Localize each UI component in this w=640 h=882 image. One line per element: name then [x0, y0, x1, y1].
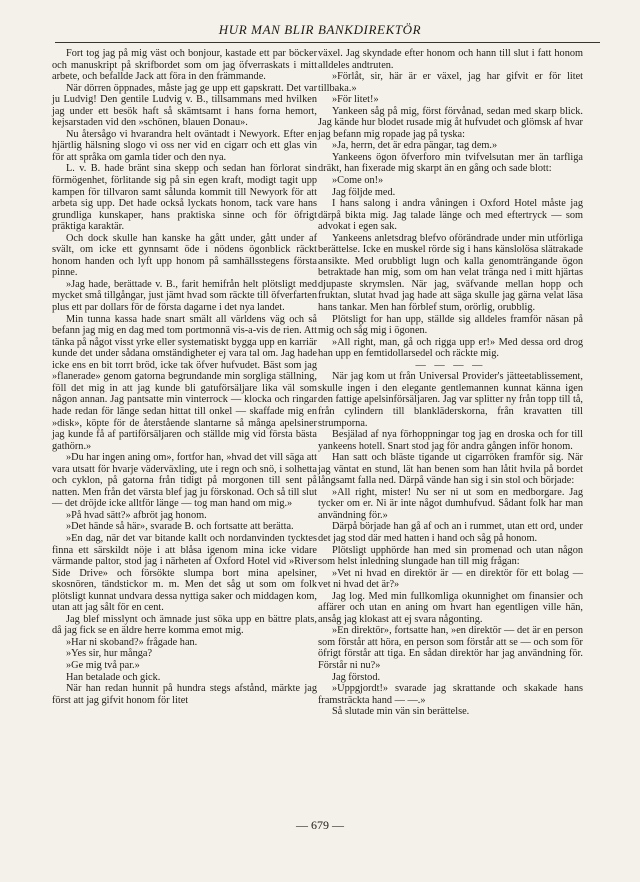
- paragraph: Så slutade min vän sin berättelse.: [332, 706, 470, 718]
- paragraph: Plötsligt for han upp, ställde sig alldeles framför näsan på mig och såg mig i ögonen.: [318, 313, 583, 337]
- paragraph: Han betalade och gick.: [66, 671, 161, 683]
- paragraph: »En direktör», fortsatte han, »en direktör — det är en person som förstår att höra, en person som förstår att se — och som för öfrigt förstår att tiga. En sådan direktör har jag användning för. Förstår ni nu?»: [318, 625, 583, 671]
- paragraph: När dörren öppnades, måste jag ge upp ett gapskratt. Det var ju Ludvig! Den gentile Ludvig v. B., tillsammans med hvilken jag under ett besök haft så skämtsamt i hans forna hemort, kejsarstaden vid den »schönen, blauen Donau».: [52, 82, 317, 129]
- paragraph: »På hvad sätt?» afbröt jag honom.: [66, 509, 207, 521]
- paragraph: »Du har ingen aning om», fortfor han, »hvad det vill säga att vara utsatt för hvarje väderväxling, ute i regn och snö, i solhetta och cyklon, på gatorna från tidigt på morgonen till sent på natten. Men från det värsta blef jag ju förskonad. Och så till slut — det dröjde icke alltför länge — tog man hand om mig.»: [52, 452, 317, 510]
- running-header: HUR MAN BLIR BANKDIREKTÖR: [218, 22, 422, 37]
- paragraph: »Har ni skoband?» frågade han.: [66, 636, 198, 648]
- paragraph: »Förlåt, sir, här är er växel, jag har gifvit er för litet tillbaka.»: [318, 71, 583, 94]
- paragraph: Jag blef misslynt och ämnade just söka upp en bättre plats, då jag fick se en äldre herre komma emot mig.: [52, 613, 317, 637]
- paragraph: Fort tog jag på mig väst och bonjour, kastade ett par böcker och manuskript på skrifbordet som om jag öfverraskats i mitt arbete, och befallde Jack att föra in den främmande.: [52, 48, 317, 83]
- paragraph: Yankeens anletsdrag blefvo oförändrade under min utförliga berättelse. Icke en muskel rörde sig i hans känslolösa slätrakade ansikte. Med orubbligt lugn och kalla genomträngande ögon betraktade han mig, som om han velat tränga ned i mitt hjärtas djupaste skrymslen. När jag, sväfvande mellan hopp och fruktan, slutat hvad jag hade att säga skulle jag gärna velat läsa hans tankar. Men han förblef stum, orörlig, orubblig.: [318, 232, 583, 314]
- paragraph: »Come on!»: [332, 175, 384, 187]
- paragraph: L. v. B. hade bränt sina skepp och sedan han förlorat sin förmögenhet, förlitande sig på sin egen kraft, modigt tagit upp kampen för tillvaron samt sålunda kommit till Newyork för att arbeta sig upp. Det hade också lyckats honom, tack vare hans grundliga kunskaper, hans praktiska sinne och för öfrigt präktiga karaktär.: [52, 163, 317, 233]
- paragraph: Nu återsågo vi hvarandra helt oväntadt i Newyork. Efter en hjärtlig hälsning slogo vi oss ner vid en cigarr och ett glas vin för att språka om gamla tider och den nya.: [52, 128, 317, 163]
- paragraph: Jag följde med.: [332, 186, 396, 198]
- section-break: — — — —: [415, 359, 486, 371]
- paragraph: Yankeens ögon öfverforo min tvifvelsutan mer än tarfliga dräkt, han fixerade mig skarpt än en gång och sade blott:: [318, 151, 583, 175]
- paragraph: Han satt och bläste tigande ut cigarröken framför sig. När jag väntat en stund, lät han benen som han låtit hvila på bordet långsamt falla ned. Därpå vände han sig i sin stol och började:: [318, 452, 583, 487]
- paragraph: Och dock skulle han kanske ha gått under, gått under af svält, om icke ett gynnsamt öde i nödens ögonblick räckt honom handen och lyft upp honom på samhällsstegens första pinne.: [52, 232, 317, 279]
- paragraph: Min tunna kassa hade snart smält all världens väg och så befann jag mig en dag med tom portmonnä vis-a-vis de rien. Att tänka på något visst yrke eller systematiskt bygga upp en karriär kunde det under sådana omständigheter ej vara tal om. Jag hade icke ens en bit torrt bröd, icke tak öfver hufvudet. Bäst som jag »flanerade» genom gatorna begrundande min sorgliga ställning, föll det mig in att jag kunde bli gatuförsäljare lika väl som någon annan. Jag pantsatte min vinterrock — klocka och ringar hade redan för länge sedan hittat till onkel — skaffade mig en »disk», köpte för de återstående slantarne så många apelsiner jag kunde få af partiförsäljaren och ställde mig vid första bästa gathörn.»: [52, 313, 317, 452]
- paragraph: »Det hände så här», svarade B. och fortsatte att berätta.: [66, 521, 294, 533]
- paragraph: växel. Jag skyndade efter honom och hann till slut i fatt honom alldeles andtruten.: [318, 48, 583, 71]
- paragraph: Plötsligt upphörde han med sin promenad och utan någon som helst inledning slungade han till mig frågan:: [318, 544, 583, 568]
- paragraph: »Ge mig två par.»: [66, 659, 140, 671]
- left-column: [52, 48, 317, 706]
- paragraph: Jag förstod.: [332, 671, 381, 683]
- paragraph: Yankeen såg på mig, först förvånad, sedan med skarp blick. Jag kände hur blodet rusade mig åt hufvudet och glömsk af hvar jag befann mig ropade jag på tyska:: [318, 105, 583, 140]
- paragraph: »Uppgjordt!» svarade jag skrattande och skakade hans framsträckta hand — —.»: [318, 683, 583, 706]
- paragraph: »Jag hade, berättade v. B., farit hemifrån helt plötsligt med mycket små tillgångar, just jämt hvad som räckte till öfverfarten plus ett par dollars för de första dagarne i det nya landet.: [52, 278, 317, 314]
- paragraph: När han redan hunnit på hundra stegs afstånd, märkte jag först att jag gifvit honom för litet: [52, 683, 317, 706]
- header-rule: [55, 42, 600, 43]
- paragraph: »För litet!»: [332, 94, 379, 106]
- paragraph: »En dag, när det var bitande kallt och nordanvinden tycktes finna ett särskildt nöje i att blåsa igenom mina icke vidare värmande paltor, stod jag i närheten af Oxford Hotel vid »River Side Drive» och försökte slumpa bort mina apelsiner, skosnören, tändstickor m. m. Men det såg ut som om folk plötsligt kunnat undvara dessa nyttiga saker och middagen kom, utan att jag sålt för en cent.: [52, 532, 317, 614]
- paragraph: Besjälad af nya förhoppningar tog jag en droska och for till yankeens hotell. Snart stod jag för andra gången inför honom.: [318, 429, 583, 452]
- paragraph: »All right, mister! Nu ser ni ut som en medborgare. Jag tycker om er. Ni är inte något dumhufvud. Sådant folk har man användning för.»: [318, 486, 583, 521]
- paragraph: Därpå började han gå af och an i rummet, utan ett ord, under det jag stod där med hatten i hand och såg på honom.: [318, 521, 583, 544]
- paragraph: I hans salong i andra våningen i Oxford Hotel måste jag därpå bikta mig. Jag talade länge och med eftertryck — som advokat i egen sak.: [318, 198, 583, 233]
- right-column: [318, 48, 583, 718]
- paragraph: »All right, man, gå och rigga upp er!» Med dessa ord drog han upp en femtidollarsedel och räckte mig.: [318, 336, 583, 360]
- paragraph: »Vet ni hvad en direktör är — en direktör för ett bolag — vet ni hvad det är?»: [318, 567, 583, 591]
- paragraph: »Yes sir, hur många?: [66, 648, 153, 660]
- page-number: — 679 —: [296, 818, 344, 832]
- paragraph: Jag log. Med min fullkomliga okunnighet om finansier och affärer och utan en aning om hvart han egentligen ville hän, ansåg jag klokast att ej svara någonting.: [318, 590, 583, 625]
- paragraph: När jag kom ut från Universal Provider's jätteetablissement, skulle ingen i den elegante gentlemannen kunnat känna igen den fattige apelsinförsäljaren. Jag var splitter ny från topp till tå, från cylindern till blankläderskorna, från kravatten till strumporna.: [318, 371, 583, 429]
- paragraph: »Ja, herrn, det är edra pängar, tag dem.»: [332, 140, 498, 152]
